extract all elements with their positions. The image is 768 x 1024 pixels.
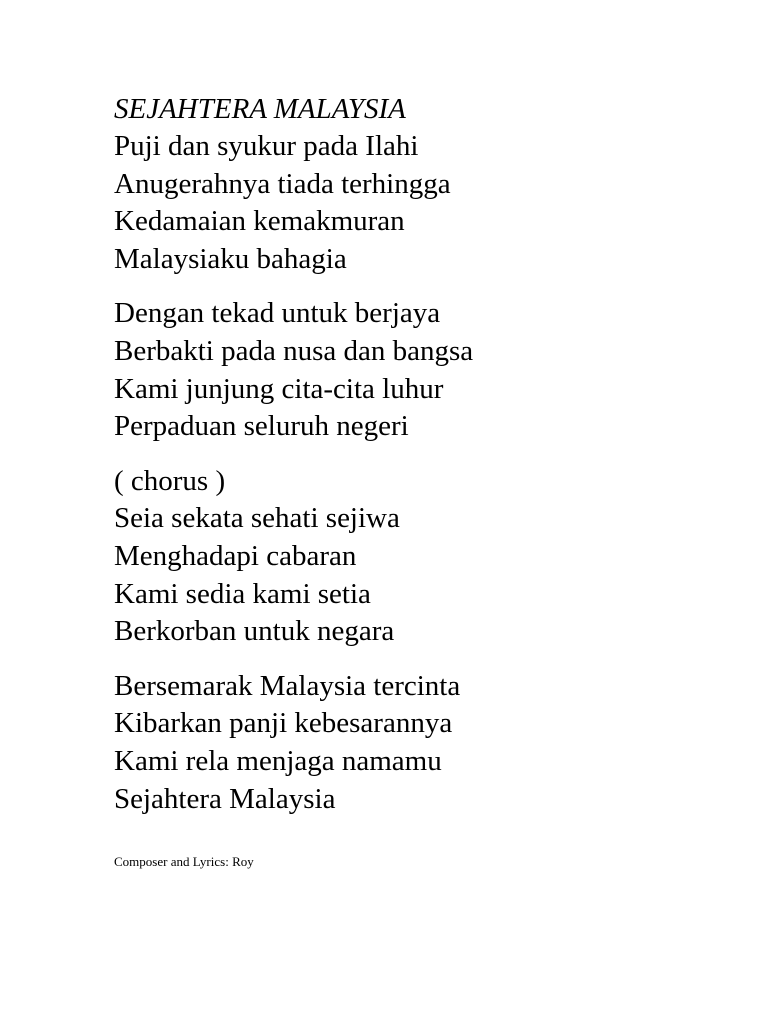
lyric-line: Berkorban untuk negara — [114, 615, 395, 648]
lyric-line: Kami junjung cita-cita luhur — [114, 372, 444, 405]
lyrics-block — [114, 90, 714, 818]
lyric-line: Sejahtera Malaysia — [114, 782, 336, 815]
lyric-line: Menghadapi cabaran — [114, 539, 357, 572]
stanza-1 — [114, 90, 714, 278]
lyric-line: Anugerahnya tiada terhingga — [114, 167, 451, 200]
lyric-line: Seia sekata sehati sejiwa — [114, 502, 400, 535]
lyric-line: Kami sedia kami setia — [114, 577, 371, 610]
chorus-label: ( chorus ) — [114, 464, 226, 497]
lyric-line: Kibarkan panji kebesarannya — [114, 707, 453, 740]
lyric-line: Puji dan syukur pada Ilahi — [114, 130, 419, 162]
lyric-line: Dengan tekad untuk berjaya — [114, 297, 441, 330]
lyric-line: Berbakti pada nusa dan bangsa — [114, 334, 474, 367]
stanza-2 — [114, 295, 714, 445]
composer-credit: Composer and Lyrics: Roy — [114, 854, 254, 869]
lyric-line: Kami rela menjaga namamu — [114, 744, 442, 777]
lyric-line: Malaysiaku bahagia — [114, 242, 347, 275]
stanza-4 — [114, 668, 714, 818]
song-title: SEJAHTERA MALAYSIA — [114, 93, 406, 125]
lyric-line: Perpaduan seluruh negeri — [114, 410, 409, 443]
stanza-chorus — [114, 463, 714, 651]
lyric-line: Kedamaian kemakmuran — [114, 205, 405, 238]
lyric-line: Bersemarak Malaysia tercinta — [114, 669, 461, 702]
